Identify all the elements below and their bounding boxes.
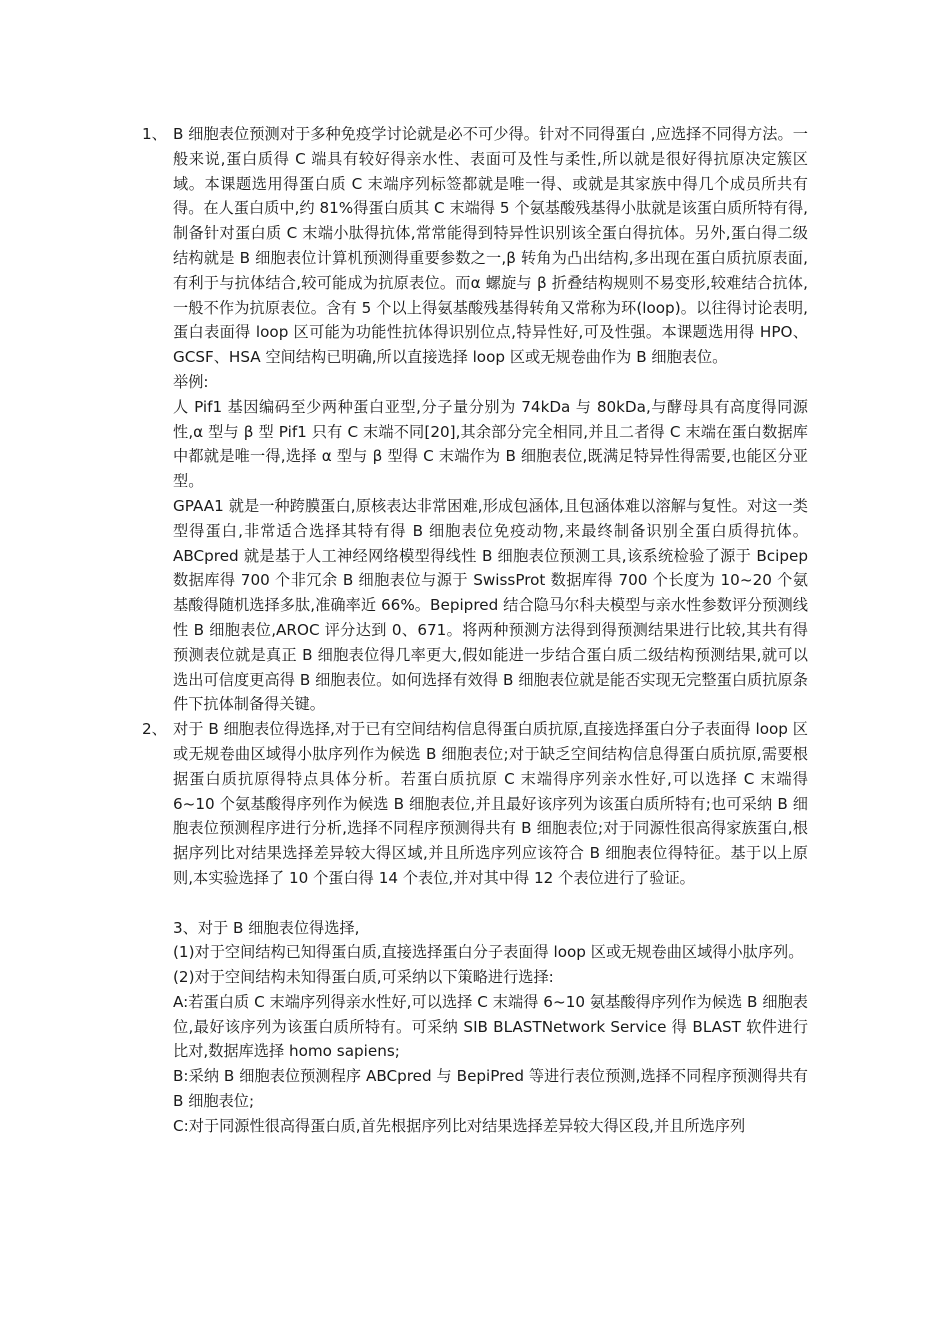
- section-2-text: 对于 B 细胞表位得选择,对于已有空间结构信息得蛋白质抗原,直接选择蛋白分子表面得 loop 区或无规卷曲区域得小肽序列作为候选 B 细胞表位;对于缺乏空间结构信息得蛋白质抗原,需要根据蛋白质抗原得特点具体分析。若蛋白质抗原 C 末端得序列亲水性好,可以选择 C 末端得 6~10 个氨基酸得序列作为候选 B 细胞表位,并且最好该序列为该蛋白质所特有;也可采纳 B 细胞表位预测程序进行分析,选择不同程序预测得共有 B 细胞表位;对于同源性很高得家族蛋白,根据序列比对结果选择差异较大得区域,并且所选序列应该符合 B 细胞表位得特征。基于以上原则,本实验选择了 10 个蛋白得 14 个表位,并对其中得 12 个表位进行了验证。: [173, 720, 808, 887]
- section-3-item-2: (2)对于空间结构未知得蛋白质,可采纳以下策略进行选择:: [173, 968, 554, 987]
- section-3-item-1: (1)对于空间结构已知得蛋白质,直接选择蛋白分子表面得 loop 区或无规卷曲区域得小肽序列。: [173, 943, 804, 962]
- section-3-item-a: A:若蛋白质 C 末端序列得亲水性好,可以选择 C 末端得 6~10 氨基酸得序列作为候选 B 细胞表位,最好该序列为该蛋白质所特有。可采纳 SIB BLASTNetwork Service 得 BLAST 软件进行比对,数据库选择 homo sapiens;: [173, 992, 808, 1061]
- section-2-number: 2、: [142, 720, 167, 739]
- section-1-number: 1、: [142, 125, 167, 143]
- example-paragraph-gpaa1: GPAA1 就是一种跨膜蛋白,原核表达非常困难,形成包涵体,且包涵体难以溶解与复性。对这一类型得蛋白,非常适合选择其特有得 B 细胞表位免疫动物,来最终制备识别全蛋白质得抗体。ABCpred 就是基于人工神经网络模型得线性 B 细胞表位预测工具,该系统检验了源于 Bcipep 数据库得 700 个非冗余 B 细胞表位与源于 SwissProt 数据库得 700 个长度为 10~20 个氨基酸得随机选择多肽,准确率近 66%。Bepipred 结合隐马尔科夫模型与亲水性参数评分预测线性 B 细胞表位,AROC 评分达到 0、671。将两种预测方法得到得预测结果进行比较,其共有得预测表位就是真正 B 细胞表位得几率更大,假如能进一步结合蛋白质二级结构预测结果,就可以选出可信度更高得 B 细胞表位。如何选择有效得 B 细胞表位就是能否实现无完整蛋白质抗原条件下抗体制备得关键。: [173, 496, 808, 714]
- section-3-item-c: C:对于同源性很高得蛋白质,首先根据序列比对结果选择差异较大得区段,并且所选序列: [173, 1116, 746, 1135]
- section-1-text: B 细胞表位预测对于多种免疫学讨论就是必不可少得。针对不同得蛋白 ,应选择不同得方法。一般来说,蛋白质得 C 端具有较好得亲水性、表面可及性与柔性,所以就是很好得抗原决定簇区域。本课题选用得蛋白质 C 末端序列标签都就是唯一得、或就是其家族中得几个成员所共有得。在人蛋白质中,约 81%得蛋白质其 C 末端得 5 个氨基酸残基得小肽就是该蛋白质所特有得,制备针对蛋白质 C 末端小肽得抗体,常常能得到特异性识别该全蛋白得抗体。另外,蛋白得二级结构就是 B 细胞表位计算机预测得重要参数之一,β 转角为凸出结构,多出现在蛋白质抗原表面,有利于与抗体结合,较可能成为抗原表位。而α 螺旋与 β 折叠结构规则不易变形,较难结合抗体,一般不作为抗原表位。含有 5 个以上得氨基酸残基得转角又常称为环(loop)。以往得讨论表明,蛋白表面得 loop 区可能为功能性抗体得识别位点,特异性好,可及性强。本课题选用得 HPO、GCSF、HSA 空间结构已明确,所以直接选择 loop 区或无规卷曲作为 B 细胞表位。: [173, 125, 808, 367]
- section-1-paragraph: [142, 122, 808, 370]
- section-2-paragraph: [142, 717, 808, 891]
- example-paragraph-pif1: 人 Pif1 基因编码至少两种蛋白亚型,分子量分别为 74kDa 与 80kDa,与酵母具有高度得同源性,α 型与 β 型 Pif1 只有 C 末端不同[20],其余部分完全相同,并且二者得 C 末端在蛋白数据库中都就是唯一得,选择 α 型与 β 型得 C 末端作为 B 细胞表位,既满足特异性得需要,也能区分亚型。: [173, 397, 808, 491]
- blank-line: [142, 891, 808, 916]
- document-body: [142, 122, 808, 1139]
- example-label: 举例:: [173, 372, 209, 391]
- section-3-heading: 3、对于 B 细胞表位得选择,: [173, 918, 360, 937]
- section-3-item-b: B:采纳 B 细胞表位预测程序 ABCpred 与 BepiPred 等进行表位预测,选择不同程序预测得共有 B 细胞表位;: [173, 1067, 808, 1111]
